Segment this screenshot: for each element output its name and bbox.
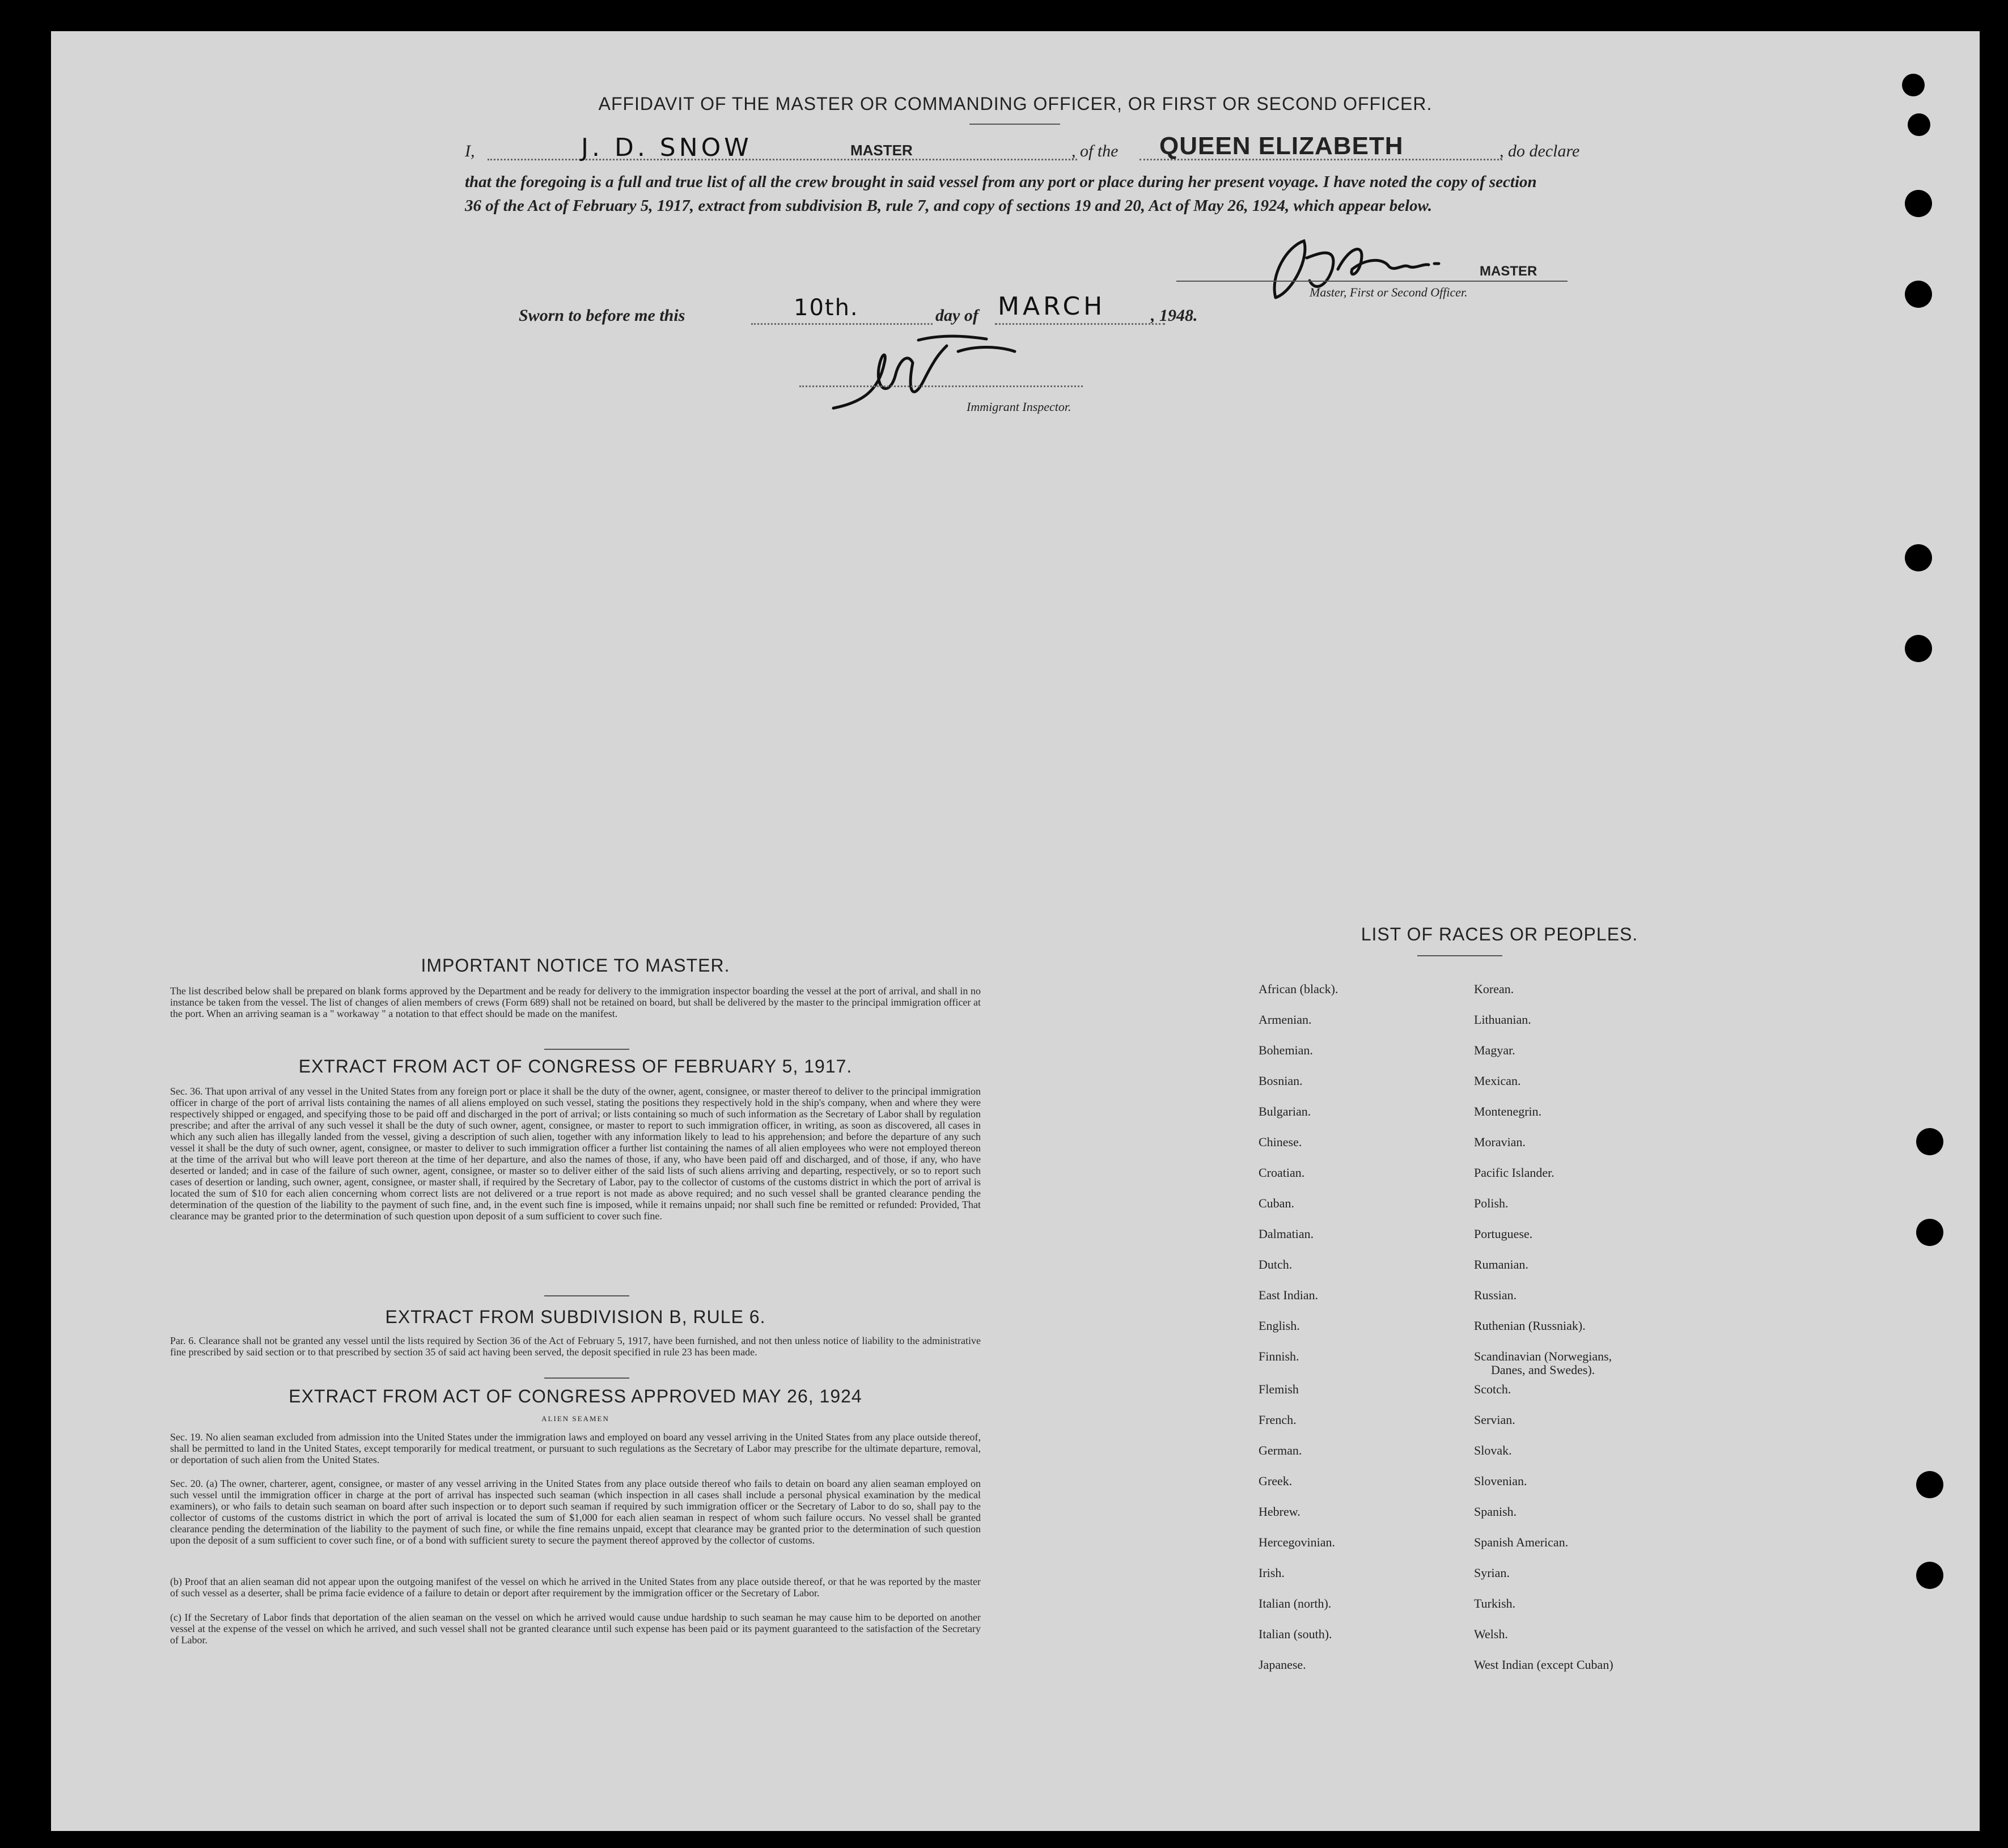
affidavit-title: AFFIDAVIT OF THE MASTER OR COMMANDING OFFICER, OR FIRST OR SECOND OFFICER. (598, 94, 1433, 114)
sworn-year: , 1948. (1151, 306, 1198, 325)
subdivision-divider (544, 1377, 629, 1379)
race-item: Bulgarian. (1259, 1104, 1311, 1118)
race-item: Hercegovinian. (1259, 1535, 1335, 1549)
punch-hole (1905, 635, 1932, 662)
subdivision-text: Par. 6. Clearance shall not be granted any vessel until the lists required by Section 36 of the Act of February 5, 1917, have been furnished, and not then unless notice of liability to the administrative fine prescribed by said section or to that prescribed by section 35 of said act having been served, the deposit specified in rule 23 has been made. (170, 1335, 981, 1358)
race-item: Bohemian. (1259, 1043, 1313, 1057)
race-item: Polish. (1474, 1196, 1509, 1210)
signature-rank: MASTER (1480, 264, 1537, 279)
do-declare-label: , do declare (1499, 142, 1580, 160)
race-item: Syrian. (1474, 1566, 1510, 1580)
subdivision-title: EXTRACT FROM SUBDIVISION B, RULE 6. (385, 1307, 766, 1327)
signature-line (1176, 281, 1568, 282)
race-item: Russian. (1474, 1288, 1517, 1302)
race-item: Lithuanian. (1474, 1012, 1531, 1027)
race-item: Servian. (1474, 1413, 1515, 1427)
race-item: Scandinavian (Norwegians, (1474, 1349, 1612, 1363)
race-item: Hebrew. (1259, 1504, 1300, 1519)
race-item: African (black). (1259, 982, 1338, 996)
race-item: English. (1259, 1319, 1300, 1333)
vessel-name: QUEEN ELIZABETH (1159, 132, 1404, 160)
race-item: Italian (south). (1259, 1627, 1332, 1641)
race-item: Dalmatian. (1259, 1227, 1314, 1241)
sec20a-text: Sec. 20. (a) The owner, charterer, agent, consignee, or master of any vessel arriving in the United States from any place outside thereof who fails to detain on board any alien seaman employed on such vessel until the immigration officer in charge at the port of arrival has inspected such seaman (which inspection in all cases shall include a personal physical examination by the medical examiners), or who fails to detain such seaman on board after such inspection or to deport such seaman if required by such immigration officer or the Secretary of Labor to do so, shall pay to the collector of customs of the customs district in which the port of arrival is located the sum of $1,000 for each alien seaman in respect of whom such failure occurs. No vessel shall be granted clearance pending the determination of the liability to the payment of such fine, or while the fine remains unpaid, except that clearance may be granted prior to the determination of such question upon the deposit of a sum sufficient to cover such fine, or of a bond with sufficient surety to secure the payment thereof approved by the collector of customs. (170, 1478, 981, 1546)
extract-1917-divider (544, 1295, 629, 1296)
master-name: J. D. SNOW (581, 133, 752, 162)
punch-hole (1905, 281, 1932, 308)
race-item: Japanese. (1259, 1658, 1306, 1672)
race-item: Ruthenian (Russniak). (1474, 1319, 1586, 1333)
punch-hole (1916, 1562, 1943, 1589)
sec19-text: Sec. 19. No alien seaman excluded from admission into the United States under the immigration laws and employed on board any vessel arriving in the United States from any place outside thereof, shall be permitted to land in the United States, except temporarily for medical treatment, or pursuant to such regulations as the Secretary of Labor may prescribe for the ultimate departure, removal, or deportation of such alien from the United States. (170, 1431, 981, 1465)
name-line (488, 159, 1077, 160)
sworn-month: MARCH (998, 292, 1106, 321)
race-item: Irish. (1259, 1566, 1285, 1580)
document-page (51, 31, 1980, 1831)
race-item: Spanish American. (1474, 1535, 1569, 1549)
race-item: German. (1259, 1443, 1302, 1457)
punch-hole (1916, 1471, 1943, 1498)
race-item: Welsh. (1474, 1627, 1508, 1641)
punch-hole (1916, 1219, 1943, 1246)
race-item: Pacific Islander. (1474, 1165, 1554, 1180)
sworn-day: 10th. (794, 295, 859, 321)
race-item: Finnish. (1259, 1349, 1299, 1363)
races-divider (1417, 955, 1502, 956)
race-item: Greek. (1259, 1474, 1293, 1488)
races-title: LIST OF RACES OR PEOPLES. (1361, 924, 1638, 944)
sworn-label: Sworn to before me this (519, 306, 685, 325)
signature-caption: Master, First or Second Officer. (1310, 285, 1468, 299)
race-item: Scotch. (1474, 1382, 1511, 1396)
day-of-label: day of (935, 306, 978, 325)
inspector-line (799, 385, 1083, 387)
race-item: Dutch. (1259, 1257, 1293, 1271)
race-item: Moravian. (1474, 1135, 1526, 1149)
notice-text: The list described below shall be prepared on blank forms approved by the Department and be ready for delivery to the immigration inspector boarding the vessel at the port of arrival, and shall in no instance be taken from the vessel. The list of changes of alien members of crews (Form 689) shall not be retained on board, but shall be delivered by the master to the principal immigration officer at the port. When an arriving seaman is a " workaway " a notation to that effect should be made on the manifest. (170, 985, 981, 1019)
race-item: Korean. (1474, 982, 1514, 996)
affidavit-body: that the foregoing is a full and true list of all the crew brought in said vessel from any port or place during her present voyage. I have noted the copy of section 36 of the Act of February 5, 1917, extract from subdivision B, rule 7, and copy of sections 19 and 20, Act of May 26, 1924, which appear below. (465, 173, 1537, 215)
notice-divider (544, 1049, 629, 1050)
punch-hole (1905, 190, 1932, 217)
race-item: Armenian. (1259, 1012, 1312, 1027)
extract-1917-text: Sec. 36. That upon arrival of any vessel in the United States from any foreign port or place it shall be the duty of the owner, agent, consignee, or master thereof to deliver to the principal immigration officer in charge of the port of arrival lists containing the names of all aliens employed on such vessel, stating the positions they respectively hold in the ship's company, when and where they were respectively shipped or engaged, and specifying those to be paid off and discharged in the port of arrival; or lists containing so much of such information as the Secretary of Labor shall by regulation prescribe; and after the arrival of any such vessel it shall be the duty of such owner, agent, consignee, or master to report to such immigration officer, in writing, as soon as discovered, all cases in which any such alien has illegally landed from the vessel, giving a description of such alien, together with any information likely to lead to his apprehension; and before the departure of any such vessel it shall be the duty of such owner, agent, consignee, or master to deliver to such immigration officer a further list containing the names of all alien employees who were not employed thereon at the time of the arrival but who will leave port thereon at the time of her departure, and also the names of those, if any, who have been paid off and discharged, and of those, if any, who have deserted or landed; and in case of the failure of such owner, agent, consignee, or master so to deliver either of the said lists of such aliens arriving and departing, respectively, or so to report such cases of desertion or landing, such owner, agent, consignee, or master shall, if required by the Secretary of Labor, pay to the collector of customs of the customs district in which the port of arrival is located the sum of $10 for each alien concerning whom correct lists are not delivered or a true report is not made as above required; and no such vessel shall be granted clearance pending the determination of the question of the liability to the payment of such fine, and, in the event such fine is imposed, while it remains unpaid; nor shall such fine be remitted or refunded: Provided, That clearance may be granted prior to the determination of such question upon deposit of a sum sufficient to cover such fine. (170, 1086, 981, 1222)
race-item: Chinese. (1259, 1135, 1302, 1149)
race-item: Turkish. (1474, 1596, 1516, 1610)
sec20b-text: (b) Proof that an alien seaman did not appear upon the outgoing manifest of the vessel on which he arrived in the United States from any place outside thereof, or that he was reported by the master of such vessel as a deserter, shall be prima facie evidence of a failure to detain or deport after requirement by the immigration officer or the Secretary of Labor. (170, 1576, 981, 1599)
race-item: Mexican. (1474, 1074, 1521, 1088)
punch-hole (1908, 113, 1930, 136)
race-item: Bosnian. (1259, 1074, 1303, 1088)
race-item: West Indian (except Cuban) (1474, 1658, 1613, 1672)
extract-1924-title: EXTRACT FROM ACT OF CONGRESS APPROVED MAY 26, 1924 (289, 1386, 862, 1406)
of-the-label: , of the (1071, 142, 1119, 160)
race-item: Slovak. (1474, 1443, 1512, 1457)
notice-title: IMPORTANT NOTICE TO MASTER. (421, 955, 730, 976)
rank-label: MASTER (850, 142, 913, 159)
race-item: Slovenian. (1474, 1474, 1527, 1488)
day-line (751, 323, 933, 325)
race-item: Montenegrin. (1474, 1104, 1542, 1118)
affidavit-i-label: I, (465, 142, 475, 160)
extract-1917-title: EXTRACT FROM ACT OF CONGRESS OF FEBRUARY 5, 1917. (298, 1056, 853, 1076)
race-item: Croatian. (1259, 1165, 1305, 1180)
race-item: Magyar. (1474, 1043, 1515, 1057)
title-divider (969, 124, 1060, 125)
punch-hole (1902, 74, 1925, 96)
alien-seamen-heading: ALIEN SEAMEN (541, 1414, 609, 1423)
race-item: Portuguese. (1474, 1227, 1533, 1241)
race-item: Danes, and Swedes). (1491, 1363, 1595, 1377)
punch-hole (1905, 544, 1932, 571)
race-item: French. (1259, 1413, 1297, 1427)
month-line (995, 323, 1165, 325)
race-item: East Indian. (1259, 1288, 1319, 1302)
race-item: Italian (north). (1259, 1596, 1332, 1610)
sec20c-text: (c) If the Secretary of Labor finds that deportation of the alien seaman on the vessel on which he arrived would cause undue hardship to such seaman he may cause him to be deported on another vessel at the expense of the vessel on which he arrived, and such vessel shall not be granted clearance until such expense has been paid or its payment guaranteed to the satisfaction of the Secretary of Labor. (170, 1612, 981, 1646)
race-item: Cuban. (1259, 1196, 1294, 1210)
inspector-caption: Immigrant Inspector. (967, 400, 1071, 414)
race-item: Spanish. (1474, 1504, 1517, 1519)
punch-hole (1916, 1128, 1943, 1155)
race-item: Flemish (1259, 1382, 1299, 1396)
race-item: Rumanian. (1474, 1257, 1528, 1271)
